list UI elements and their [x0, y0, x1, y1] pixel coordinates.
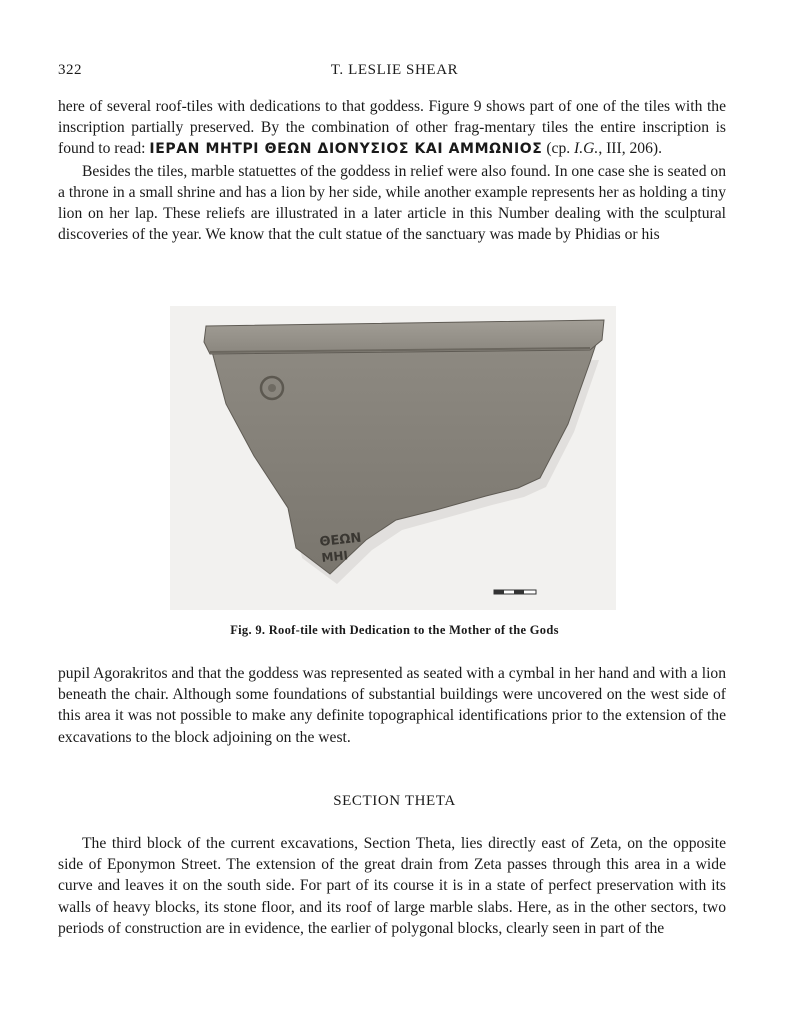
figure-caption: Fig. 9. Roof-tile with Dedication to the Mother of the Gods: [230, 623, 559, 637]
paragraph-inscription-text: here of several roof-tiles with dedications to that goddess. Figure 9 shows part of one of the tiles with the inscription partially preserved. By the combination of other frag-mentary tiles the entire inscription is found to read:: [58, 98, 726, 158]
citation-ref: I.G.: [574, 140, 599, 158]
paragraph-statuettes: Besides the tiles, marble statuettes of the goddess in relief were also found. In one case she is seated on a throne in a small shrine and has a lion by her side, while another example represents her as holding a tiny lion on her lap. These reliefs are illustrated in a later article in this Number dealing with the sculptural discoveries of the year. We know that the cult statue of the sanctuary was made by Phidias or his: [58, 162, 726, 244]
paragraph-section-theta: The third block of the current excavations, Section Theta, lies directly east of Zeta, on the opposite side of Eponymon Street. The extension of the great drain from Zeta passes through this area in a wide curve and leaves it on the south side. For part of its course it is in a state of perfect preservation with its walls of heavy blocks, its stone floor, and its roof of large marble slabs. Here, as in the other sectors, two periods of construction are in evidence, the earlier of polygonal blocks, clearly seen in part of the: [58, 835, 726, 937]
tile-inscription-line2: ΜΗΙ: [320, 548, 349, 565]
roof-tile-photo: [170, 306, 616, 610]
body-text-bottom: [58, 833, 726, 939]
scale-bar: [494, 590, 536, 594]
figure-roof-tile: [170, 306, 616, 610]
paragraph-agorakritos: pupil Agorakritos and that the goddess was represented as seated with a cymbal in her hand and with a lion beneath the chair. Although some foundations of substantial buildings were uncovered on the west side of this area it was not possible to make any definite topographical identifications prior to the extension of the excavations to the block adjoining on the west.: [58, 665, 726, 746]
tile-inscription-line1: ΘΕΩΝ: [318, 530, 363, 550]
body-text-middle: [58, 663, 726, 748]
body-text-top: [58, 96, 726, 245]
running-head: T. LESLIE SHEAR: [330, 62, 459, 78]
citation-after: , III, 206).: [598, 140, 662, 158]
stamp-mark-inner: [268, 384, 276, 392]
paragraph-inscription: [58, 96, 726, 161]
section-heading: SECTION THETA: [333, 793, 456, 809]
page-number: 322: [58, 62, 82, 78]
citation-before: (cp.: [546, 140, 575, 158]
greek-inscription: ΙΕΡΑΝ ΜΗΤΡΙ ΘΕΩΝ ΔΙΟΝΥΣΙΟΣ ΚΑΙ ΑΜΜΩΝΙΟΣ: [149, 141, 543, 158]
